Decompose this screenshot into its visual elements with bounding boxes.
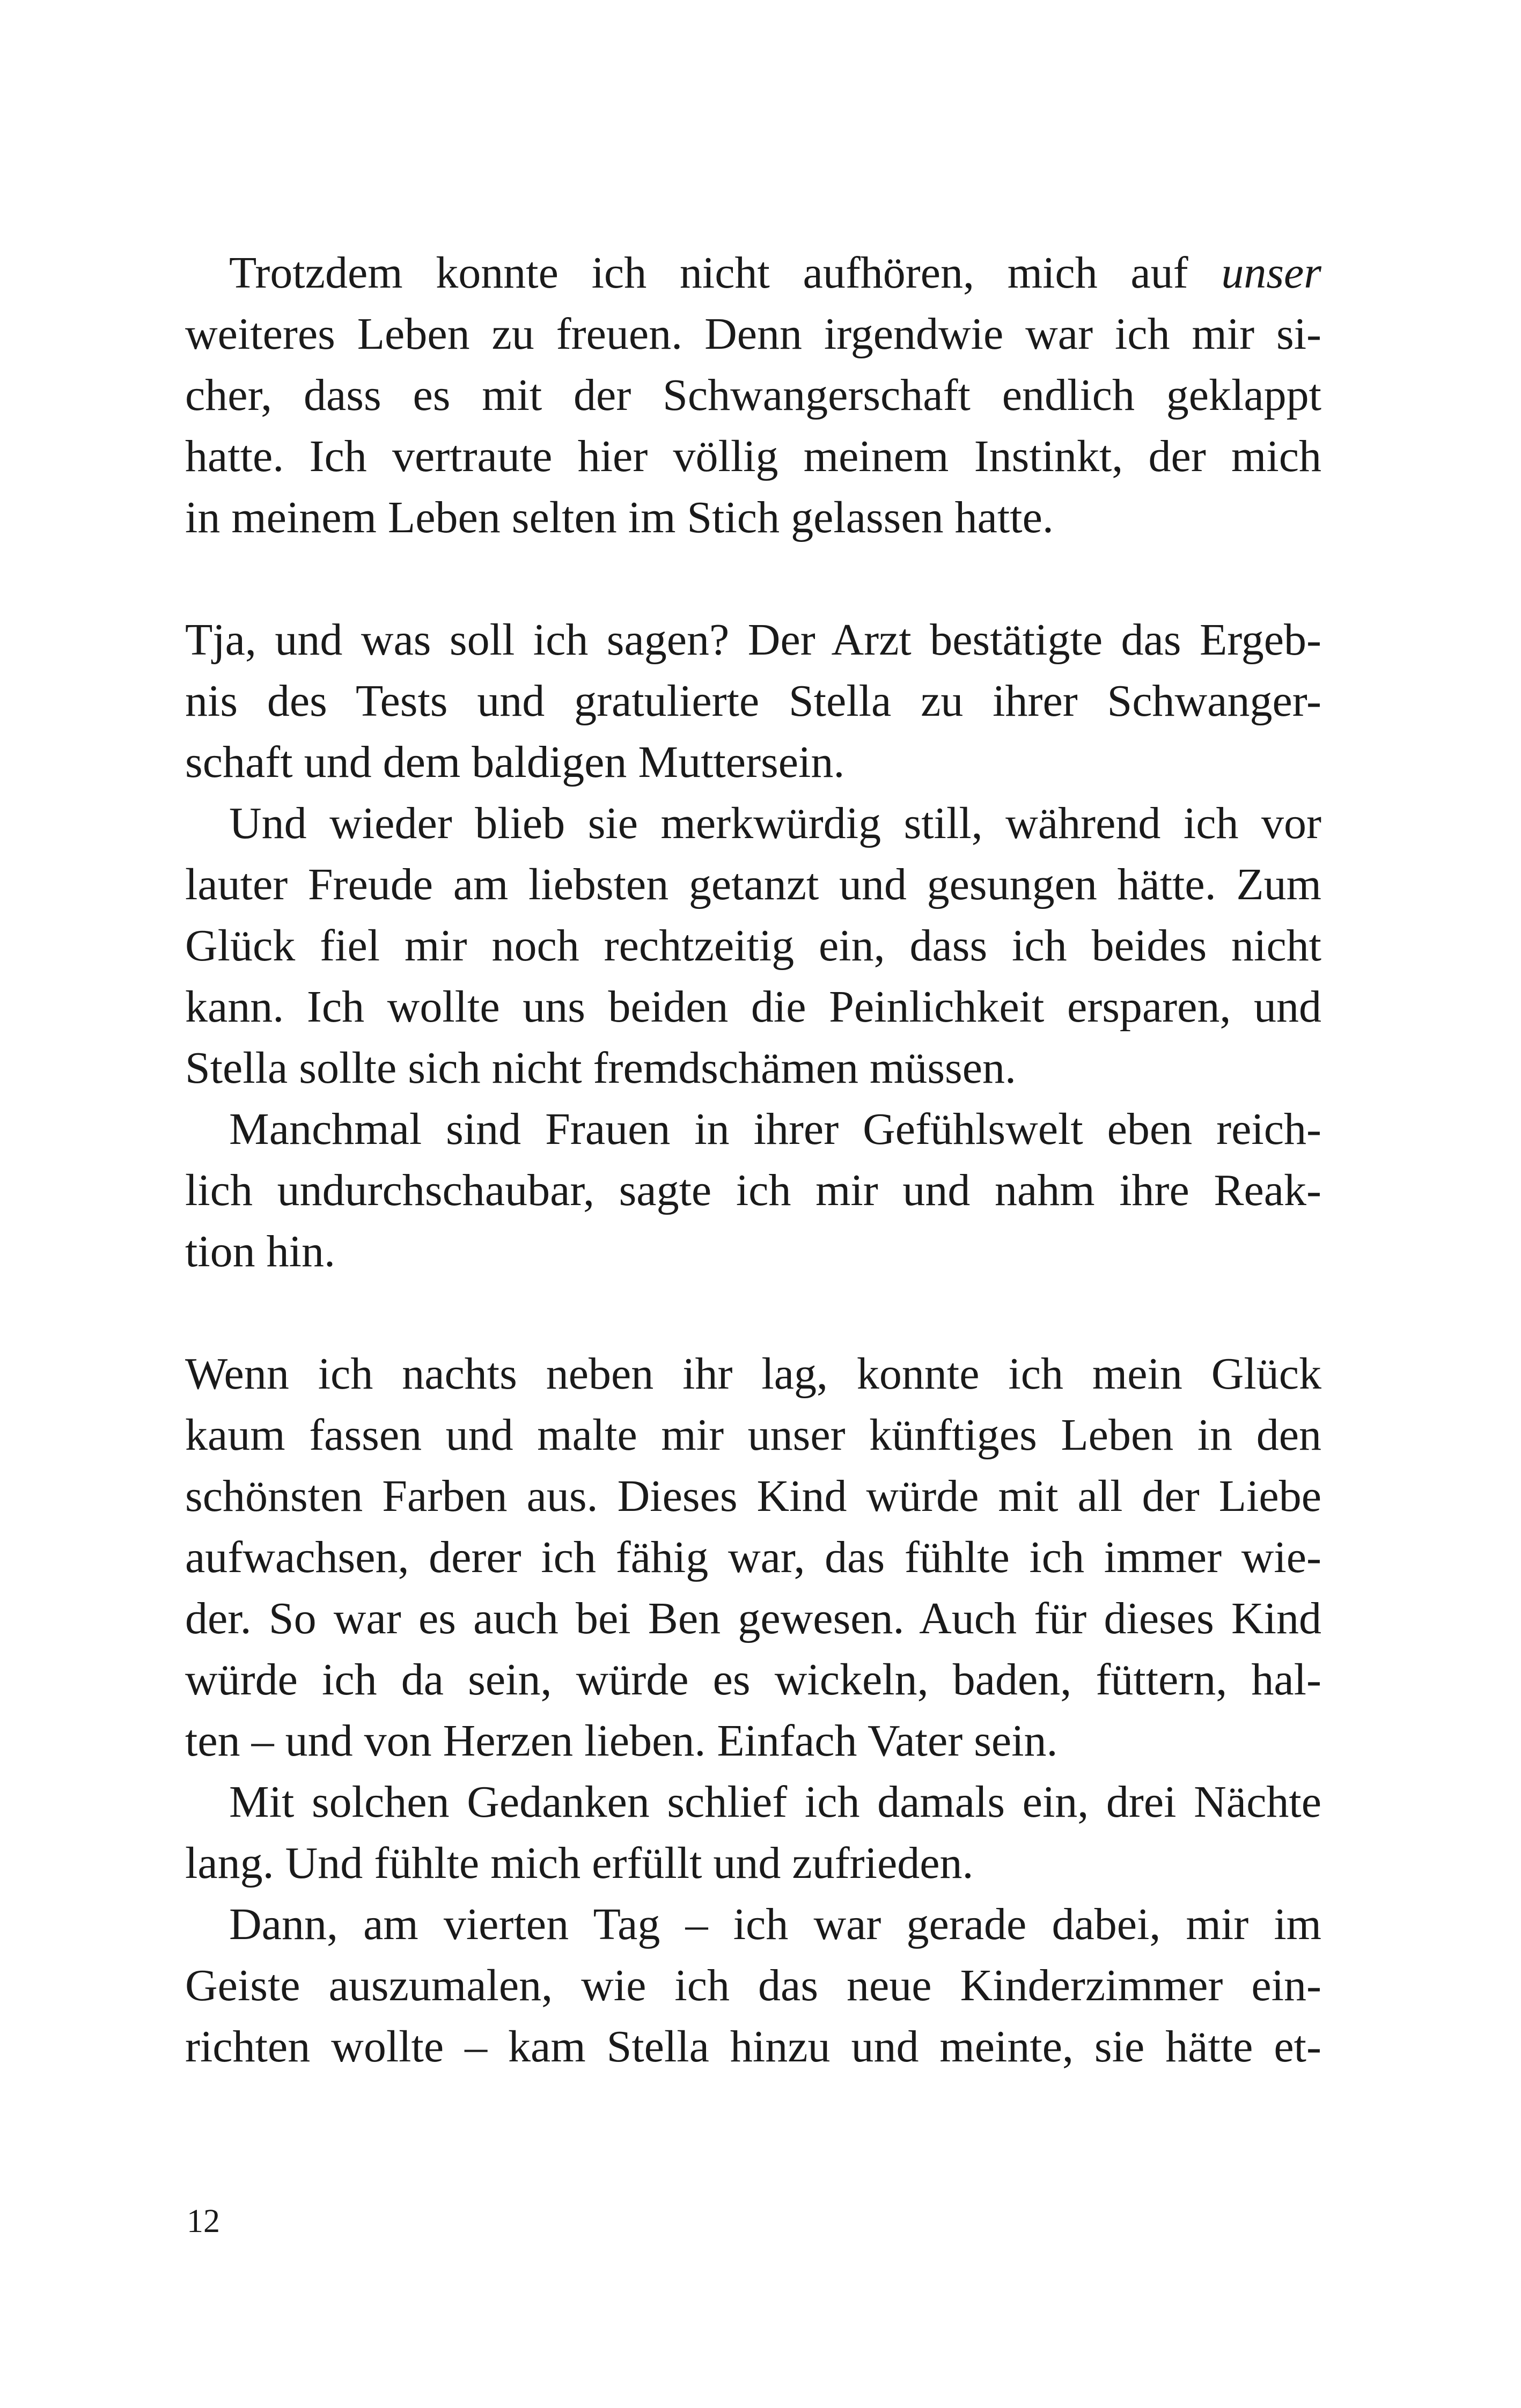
- text-line: Und wieder blieb sie merkwürdig still, während ich vor: [229, 798, 1321, 848]
- section-break: [185, 1282, 1321, 1344]
- text-line: Tja, und was soll ich sagen? Der Arzt bestätigte das Ergeb-: [185, 615, 1321, 665]
- paragraph: [185, 243, 1321, 548]
- section-break: [185, 548, 1321, 610]
- text-line: schaft und dem baldigen Muttersein.: [185, 737, 845, 787]
- text-line: der. So war es auch bei Ben gewesen. Auch für dieses Kind: [185, 1594, 1321, 1643]
- text-span: Trotzdem konnte ich nicht aufhören, mich auf: [229, 248, 1222, 298]
- text-line: aufwachsen, derer ich fähig war, das fühlte ich immer wie-: [185, 1532, 1321, 1582]
- emphasis-text: unser: [1221, 248, 1321, 298]
- text-line: schönsten Farben aus. Dieses Kind würde mit all der Liebe: [185, 1471, 1321, 1521]
- text-line: richten wollte – kam Stella hinzu und meinte, sie hätte et-: [185, 2022, 1321, 2072]
- text-line: nis des Tests und gratulierte Stella zu ihrer Schwanger-: [185, 676, 1321, 726]
- paragraph: [185, 1894, 1321, 2077]
- text-line: weiteres Leben zu freuen. Denn irgendwie war ich mir si-: [185, 309, 1321, 359]
- paragraph: [185, 1344, 1321, 1772]
- text-line: cher, dass es mit der Schwangerschaft endlich geklappt: [185, 370, 1321, 420]
- text-line: lauter Freude am liebsten getanzt und gesungen hätte. Zum: [185, 860, 1321, 909]
- paragraph: [185, 793, 1321, 1099]
- paragraph: [185, 1772, 1321, 1894]
- text-line: Mit solchen Gedanken schlief ich damals ein, drei Nächte: [229, 1777, 1321, 1827]
- text-line: Wenn ich nachts neben ihr lag, konnte ich mein Glück: [185, 1349, 1321, 1399]
- page-number: 12: [187, 2203, 220, 2240]
- text-line: würde ich da sein, würde es wickeln, baden, füttern, hal-: [185, 1655, 1321, 1705]
- text-line: hatte. Ich vertraute hier völlig meinem Instinkt, der mich: [185, 431, 1321, 481]
- text-line: Glück fiel mir noch rechtzeitig ein, dass ich beides nicht: [185, 921, 1321, 971]
- paragraph: [185, 1099, 1321, 1282]
- text-line: lich undurchschaubar, sagte ich mir und nahm ihre Reak-: [185, 1165, 1321, 1215]
- text-line: Geiste auszumalen, wie ich das neue Kinderzimmer ein-: [185, 1961, 1321, 2010]
- text-line: kann. Ich wollte uns beiden die Peinlichkeit ersparen, und: [185, 982, 1321, 1032]
- page-body: [185, 243, 1321, 2077]
- text-line: lang. Und fühlte mich erfüllt und zufrieden.: [185, 1838, 974, 1888]
- text-line: [185, 243, 1321, 304]
- text-line: Stella sollte sich nicht fremdschämen müssen.: [185, 1043, 1016, 1093]
- text-line: tion hin.: [185, 1227, 336, 1276]
- text-line: ten – und von Herzen lieben. Einfach Vater sein.: [185, 1716, 1058, 1766]
- text-line: Dann, am vierten Tag – ich war gerade dabei, mir im: [229, 1899, 1321, 1949]
- text-line: Manchmal sind Frauen in ihrer Gefühlswelt eben reich-: [229, 1104, 1321, 1154]
- paragraph: [185, 610, 1321, 793]
- text-line: kaum fassen und malte mir unser künftiges Leben in den: [185, 1410, 1321, 1460]
- text-line: in meinem Leben selten im Stich gelassen hatte.: [185, 493, 1054, 542]
